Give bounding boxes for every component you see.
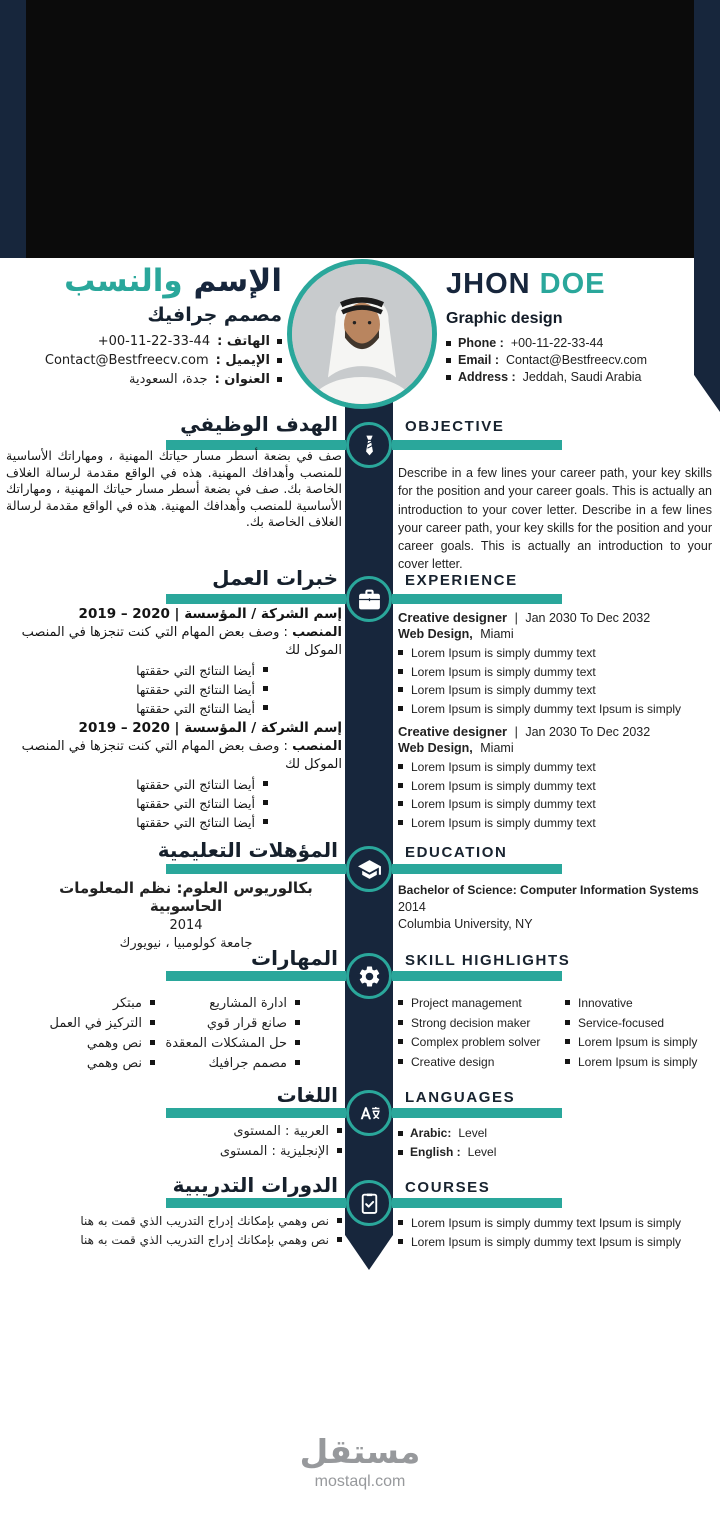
company-city: Miami xyxy=(480,741,514,755)
section-title-education-ar: المؤهلات التعليمية xyxy=(157,838,338,862)
square-bullet-icon xyxy=(150,1060,155,1065)
job-headline: إسم الشركة / المؤسسة | 2020 – 2019 xyxy=(78,606,342,622)
list-item: أيضا النتائج التي حققتها xyxy=(6,796,268,811)
square-bullet-icon xyxy=(263,800,268,805)
square-bullet-icon xyxy=(398,1220,403,1225)
square-bullet-icon xyxy=(398,1239,403,1244)
job-company xyxy=(398,627,716,641)
job-description: المنصب : وصف بعض المهام التي كنت تنجزها في المنصب الموكل لك xyxy=(21,739,342,772)
square-bullet-icon xyxy=(263,819,268,824)
job-bullets xyxy=(6,663,342,716)
list-item: Lorem Ipsum is simply xyxy=(565,1055,715,1069)
contact-label: Address : xyxy=(458,370,516,384)
list-item: Creative design xyxy=(398,1055,560,1069)
contact-row-email-en xyxy=(446,353,714,367)
list-item: التركيز في العمل xyxy=(5,1016,155,1031)
list-item: أيضا النتائج التي حققتها xyxy=(6,777,268,792)
contact-row-address-ar xyxy=(10,372,282,387)
list-item: أيضا النتائج التي حققتها xyxy=(6,701,268,716)
name-arabic-part1: الإسم xyxy=(193,263,282,299)
job-bullets xyxy=(398,646,716,716)
square-bullet-icon xyxy=(398,650,403,655)
contact-row-phone-ar xyxy=(10,334,282,349)
square-bullet-icon xyxy=(565,1020,570,1025)
square-bullet-icon xyxy=(446,358,451,363)
contact-label: الإيميل : xyxy=(215,353,270,369)
watermark-title: مستقل xyxy=(299,1432,421,1471)
square-bullet-icon xyxy=(398,1000,403,1005)
list-item: نص وهمي xyxy=(5,1036,155,1051)
square-bullet-icon xyxy=(295,1040,300,1045)
experience-section-icon xyxy=(346,576,392,622)
contact-value: Contact@Bestfreecv.com xyxy=(44,353,209,369)
square-bullet-icon xyxy=(337,1237,342,1242)
list-item: Lorem Ipsum is simply dummy text xyxy=(398,683,716,697)
education-entry-en xyxy=(398,880,716,931)
avatar-illustration xyxy=(292,264,432,404)
skills-ar-col2 xyxy=(5,996,155,1076)
company-name: Web Design, xyxy=(398,741,473,755)
square-bullet-icon xyxy=(295,1020,300,1025)
clipboard-check-icon xyxy=(357,1191,382,1216)
name-arabic-part2: والنسب xyxy=(64,263,183,299)
school: Columbia University, NY xyxy=(398,917,533,931)
square-bullet-icon xyxy=(398,706,403,711)
section-bar-right xyxy=(392,1108,562,1118)
list-item: Arabic: Level xyxy=(398,1126,598,1140)
list-item: Innovative xyxy=(565,996,715,1010)
square-bullet-icon xyxy=(398,1059,403,1064)
list-item: الإنجليزية : المستوى xyxy=(150,1144,342,1159)
company-name: Web Design, xyxy=(398,627,473,641)
job-divider: | xyxy=(514,611,518,625)
list-item: Lorem Ipsum is simply dummy text xyxy=(398,646,716,660)
square-bullet-icon xyxy=(565,1039,570,1044)
objective-text-ar: صف في بضعة أسطر مسار حياتك المهنية ، ومهاراتك الأساسية للمنصب وأهدافك المهنية. هذه في الواقع مقدمة لرسالة الغلاف الخاصة بك. صف في بضعة أسطر مسار حياتك المهنية ، ومهاراتك الأساسية للمنصب وأهدافك المهنية. هذه في الواقع مقدمة لرسالة الغلاف الخاصة بك. xyxy=(6,448,342,529)
square-bullet-icon xyxy=(263,705,268,710)
experience-job-en-1 xyxy=(398,610,716,720)
section-bar-left xyxy=(166,594,346,604)
last-name: DOE xyxy=(539,268,606,300)
section-title-languages-ar: اللغات xyxy=(276,1083,338,1107)
section-title-experience-en: EXPERIENCE xyxy=(405,572,518,589)
header-arabic xyxy=(10,264,282,387)
education-section-icon xyxy=(346,846,392,892)
list-item: Lorem Ipsum is simply dummy text xyxy=(398,760,716,774)
list-item: Lorem Ipsum is simply dummy text xyxy=(398,816,716,830)
objective-text-en: Describe in a few lines your career path, your key skills for the position and your career goals. This is actually an introduction to your cover letter. Describe in a few lines your career path, your key skills for the position and your career goals. This is actually an introduction to your cover letter. xyxy=(398,466,712,572)
square-bullet-icon xyxy=(277,377,282,382)
list-item: Strong decision maker xyxy=(398,1016,560,1030)
contact-row-email-ar xyxy=(10,353,282,368)
first-name: JHON xyxy=(446,268,531,300)
section-title-skills-en: SKILL HIGHLIGHTS xyxy=(405,952,571,969)
square-bullet-icon xyxy=(398,1131,403,1136)
section-title-courses-en: COURSES xyxy=(405,1179,491,1196)
job-bullets xyxy=(6,777,342,830)
courses-section-icon xyxy=(346,1180,392,1226)
list-item: نص وهمي بإمكانك إدراج التدريب الذي قمت به هنا xyxy=(6,1233,342,1247)
contact-value: جدة، السعودية xyxy=(129,372,208,388)
list-item: نص وهمي xyxy=(5,1056,155,1071)
square-bullet-icon xyxy=(150,1000,155,1005)
list-item: حل المشكلات المعقدة xyxy=(145,1036,300,1051)
section-title-skills-ar: المهارات xyxy=(251,946,338,970)
square-bullet-icon xyxy=(263,686,268,691)
experience-job-en-2 xyxy=(398,724,716,834)
square-bullet-icon xyxy=(446,341,451,346)
contact-label: Phone : xyxy=(458,336,504,350)
square-bullet-icon xyxy=(398,783,403,788)
job-dates: Jan 2030 To Dec 2032 xyxy=(525,725,651,739)
job-role: Creative designer xyxy=(398,610,508,625)
square-bullet-icon xyxy=(277,339,282,344)
list-item: Project management xyxy=(398,996,560,1010)
square-bullet-icon xyxy=(263,781,268,786)
contact-label: Email : xyxy=(458,353,499,367)
school: جامعة كولومبيا ، نيويورك xyxy=(119,936,253,951)
skills-section-icon xyxy=(346,953,392,999)
section-bar-right xyxy=(392,864,562,874)
list-item: Service-focused xyxy=(565,1016,715,1030)
square-bullet-icon xyxy=(398,669,403,674)
job-company xyxy=(398,741,716,755)
contact-label: العنوان : xyxy=(214,372,270,388)
contact-value: Contact@Bestfreecv.com xyxy=(506,353,647,367)
job-divider: | xyxy=(514,725,518,739)
section-bar-left xyxy=(166,971,346,981)
briefcase-icon xyxy=(357,587,382,612)
experience-job-ar-1 xyxy=(6,606,342,720)
job-headline: إسم الشركة / المؤسسة | 2020 – 2019 xyxy=(78,720,342,736)
square-bullet-icon xyxy=(398,820,403,825)
square-bullet-icon xyxy=(150,1020,155,1025)
courses-list-en xyxy=(398,1216,718,1253)
square-bullet-icon xyxy=(398,1020,403,1025)
graduation-cap-icon xyxy=(357,857,382,882)
skills-en-col2 xyxy=(565,996,715,1074)
contact-value: +00-11-22-33-44 xyxy=(97,334,211,350)
list-item: مصمم جرافيك xyxy=(145,1056,300,1071)
job-role-label: المنصب xyxy=(292,625,342,640)
list-item: أيضا النتائج التي حققتها xyxy=(6,815,268,830)
section-bar-left xyxy=(166,864,346,874)
job-title-arabic: مصمم جرافيك xyxy=(147,304,282,327)
job-dates: Jan 2030 To Dec 2032 xyxy=(525,611,651,625)
degree: بكالوريوس العلوم: نظم المعلومات الحاسوبية xyxy=(59,879,313,915)
square-bullet-icon xyxy=(398,801,403,806)
center-spine xyxy=(345,396,393,1270)
contact-value: Jeddah, Saudi Arabia xyxy=(522,370,642,384)
list-item: Lorem Ipsum is simply dummy text Ipsum is simply xyxy=(398,1216,718,1230)
list-item: ادارة المشاريع xyxy=(145,996,300,1011)
list-item: العربية : المستوى xyxy=(150,1124,342,1139)
section-bar-right xyxy=(392,971,562,981)
skills-ar-col1 xyxy=(145,996,300,1076)
square-bullet-icon xyxy=(446,375,451,380)
list-item: Lorem Ipsum is simply dummy text Ipsum is simply xyxy=(398,1235,718,1249)
section-title-experience-ar: خبرات العمل xyxy=(212,566,338,590)
list-item: مبتكر xyxy=(5,996,155,1011)
job-headline xyxy=(398,724,716,739)
list-item: Lorem Ipsum is simply dummy text Ipsum is simply xyxy=(398,702,716,716)
section-bar-right xyxy=(392,1198,562,1208)
experience-job-ar-2 xyxy=(6,720,342,834)
graduation-year: 2014 xyxy=(169,918,203,933)
objective-section-icon xyxy=(346,422,392,468)
square-bullet-icon xyxy=(337,1218,342,1223)
section-title-objective-ar: الهدف الوظيفي xyxy=(180,412,338,436)
list-item: Lorem Ipsum is simply dummy text xyxy=(398,779,716,793)
section-bar-left xyxy=(166,1108,346,1118)
contact-label: الهاتف : xyxy=(217,334,270,350)
list-item: أيضا النتائج التي حققتها xyxy=(6,682,268,697)
left-navy-sliver xyxy=(0,0,26,258)
languages-list-ar xyxy=(150,1124,342,1164)
section-title-education-en: EDUCATION xyxy=(405,844,508,861)
tie-icon xyxy=(357,433,382,458)
square-bullet-icon xyxy=(565,1000,570,1005)
profile-photo xyxy=(287,259,437,409)
list-item: نص وهمي بإمكانك إدراج التدريب الذي قمت به هنا xyxy=(6,1214,342,1228)
list-item: Lorem Ipsum is simply dummy text xyxy=(398,797,716,811)
degree: Bachelor of Science: Computer Information Systems xyxy=(398,883,699,897)
square-bullet-icon xyxy=(398,1039,403,1044)
graduation-year: 2014 xyxy=(398,900,426,914)
job-description: المنصب : وصف بعض المهام التي كنت تنجزها في المنصب الموكل لك xyxy=(21,625,342,658)
contact-row-phone-en xyxy=(446,336,714,350)
list-item: Complex problem solver xyxy=(398,1035,560,1049)
list-item: English : Level xyxy=(398,1145,598,1159)
contacts-arabic xyxy=(10,334,282,387)
translate-icon xyxy=(357,1101,382,1126)
square-bullet-icon xyxy=(337,1128,342,1133)
square-bullet-icon xyxy=(263,667,268,672)
job-role-label: المنصب xyxy=(292,739,342,754)
square-bullet-icon xyxy=(150,1040,155,1045)
company-city: Miami xyxy=(480,627,514,641)
job-title-english: Graphic design xyxy=(446,310,563,327)
watermark-url: mostaql.com xyxy=(314,1473,406,1490)
list-item: Lorem Ipsum is simply dummy text xyxy=(398,665,716,679)
gear-icon xyxy=(357,964,382,989)
name-arabic xyxy=(10,264,282,298)
square-bullet-icon xyxy=(398,687,403,692)
square-bullet-icon xyxy=(337,1148,342,1153)
languages-list-en xyxy=(398,1126,598,1164)
section-bar-right xyxy=(392,440,562,450)
list-item: Lorem Ipsum is simply xyxy=(565,1035,715,1049)
education-entry-ar xyxy=(30,876,342,951)
header-english xyxy=(446,268,714,384)
square-bullet-icon xyxy=(398,764,403,769)
contact-value: +00-11-22-33-44 xyxy=(510,336,604,350)
list-item: صانع قرار قوي xyxy=(145,1016,300,1031)
job-headline xyxy=(398,610,716,625)
languages-section-icon xyxy=(346,1090,392,1136)
contacts-english xyxy=(446,336,714,384)
job-bullets xyxy=(398,760,716,830)
square-bullet-icon xyxy=(295,1000,300,1005)
name-english xyxy=(446,268,714,301)
section-title-courses-ar: الدورات التدريبية xyxy=(172,1173,338,1197)
courses-list-ar xyxy=(6,1214,342,1251)
square-bullet-icon xyxy=(277,358,282,363)
contact-row-address-en xyxy=(446,370,714,384)
section-title-languages-en: LANGUAGES xyxy=(405,1089,516,1106)
skills-en-col1 xyxy=(398,996,560,1074)
watermark xyxy=(0,1432,720,1491)
section-bar-right xyxy=(392,594,562,604)
section-title-objective-en: OBJECTIVE xyxy=(405,418,505,435)
square-bullet-icon xyxy=(295,1060,300,1065)
square-bullet-icon xyxy=(565,1059,570,1064)
list-item: أيضا النتائج التي حققتها xyxy=(6,663,268,678)
section-bar-left xyxy=(166,1198,346,1208)
square-bullet-icon xyxy=(398,1150,403,1155)
top-banner xyxy=(0,0,720,258)
job-role: Creative designer xyxy=(398,724,508,739)
